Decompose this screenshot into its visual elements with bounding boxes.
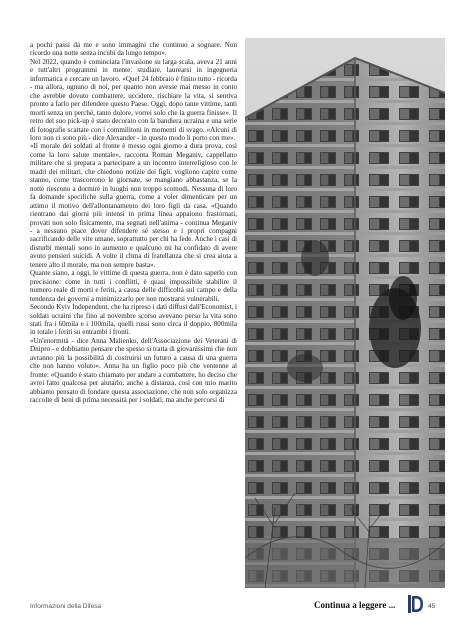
page-number: 45 xyxy=(428,603,436,610)
publication-name: Informazioni della Difesa xyxy=(30,603,102,610)
damaged-building-photo xyxy=(245,38,445,588)
article-paragraph: Quante siano, a oggi, le vittime di questa guerra, non è dato saperlo con precisione: come in tutti i conflitti, è quasi impossibile stabilire il numero reale di morti e feriti, a causa delle difficoltà sul campo e della tendenza dei governi a minimizzarlo per non mostrarsi vulnerabili. xyxy=(30,269,237,303)
continue-reading-link[interactable]: Continua a leggere ... xyxy=(314,600,396,610)
article-paragraph: Nel 2022, quando è cominciata l'invasione su larga scala, aveva 21 anni e tutt'altri programmi in mente: studiare, laurearsi in ingegneria informatica e cercare un lavoro. «Quel 24 febbraio è finito tutto - ricorda - ma allora, ognuno di noi, per quanto non avesse mai messo in conto che avrebbe dovuto combattere, uccidere, rischiare la vita, si sentiva pronto a farlo per difendere questo Paese. Oggi, dopo tante vittime, tanti morti senza un perché, tanto dolore, vorrei solo che la guerra finisse». Il retro del suo pick-up è stato decorato con la bandiera ucraina e una serie di fotografie scattate con i commilitoni in momenti di svago. «Alcuni di loro non ci sono più - dice Alexander - in questo modo li porto con me». xyxy=(30,57,237,142)
article-paragraph: a pochi passi da me e sono immagini che continuo a sognare. Non ricordo una notte senza incubi da lungo tempo». xyxy=(30,41,237,58)
article-paragraph: «Il morale dei soldati al fronte è messo ogni giorno a dura prova, così come la loro salute mentale», racconta Roman Meganiv, cappellano militare che si prepara a partecipare a un incontro interreligioso con le madri dei militari, che chiedono notizie dei figli, vogliono capire come stanno, come trascorrono le giornate, se mangiano abbastanza, se la notte riescono a dormire in luoghi non troppo scomodi. Nessuna di loro fa domande specifiche sulla guerra, come a voler dimenticare per un attimo il motivo dell'allontanamento dei loro figli da casa. «Quando rientrano dai giorni più intensi in prima linea appaiono frastornati, provati non solo fisicamente, ma segnati nell'anima - continua Meganiv - a nessuno piace dover difendere sé stesso e i propri compagni sacrificando delle vite umane, soprattutto per chi ha fede. Anche i casi di disturbi mentali sono in aumento e qualcuno mi ha confidato di avere avuto pensieri suicidi. A volte il clima di fratellanza che si crea aiuta a tenere alto il morale, ma non sempre basta». xyxy=(30,142,237,269)
publication-logo-icon xyxy=(408,595,424,613)
article-paragraph: Secondo Kyiv Independent, che ha ripreso i dati diffusi dall'Economist, i soldati ucraini che fino al novembre scorso avevano perso la vita sono stati fra i 60mila e i 100mila, quelli russi sono circa il doppio, 800mila in totale i feriti su entrambi i fronti. xyxy=(30,303,237,337)
article-paragraph: «Un'enormità - dice Anna Malienko, dell'Associazione dei Veterani di Dnipro - e dobbiamo pensare che spesso si tratta di giovanissimi che non avranno più la possibilità di costruirsi un futuro a causa di una guerra che non hanno voluto». Anna ha un figlio poco più che ventenne al fronte: «Quando è stato chiamato per andare a combattere, ho deciso che avrei fatto qualcosa per aiutarlo, anche a distanza, così con mio marito abbiamo pensato di fondare questa associazione, che non solo organizza raccolte di beni di prima necessità per i soldati, ma anche percorsi di xyxy=(30,336,237,405)
article-column xyxy=(30,41,237,404)
